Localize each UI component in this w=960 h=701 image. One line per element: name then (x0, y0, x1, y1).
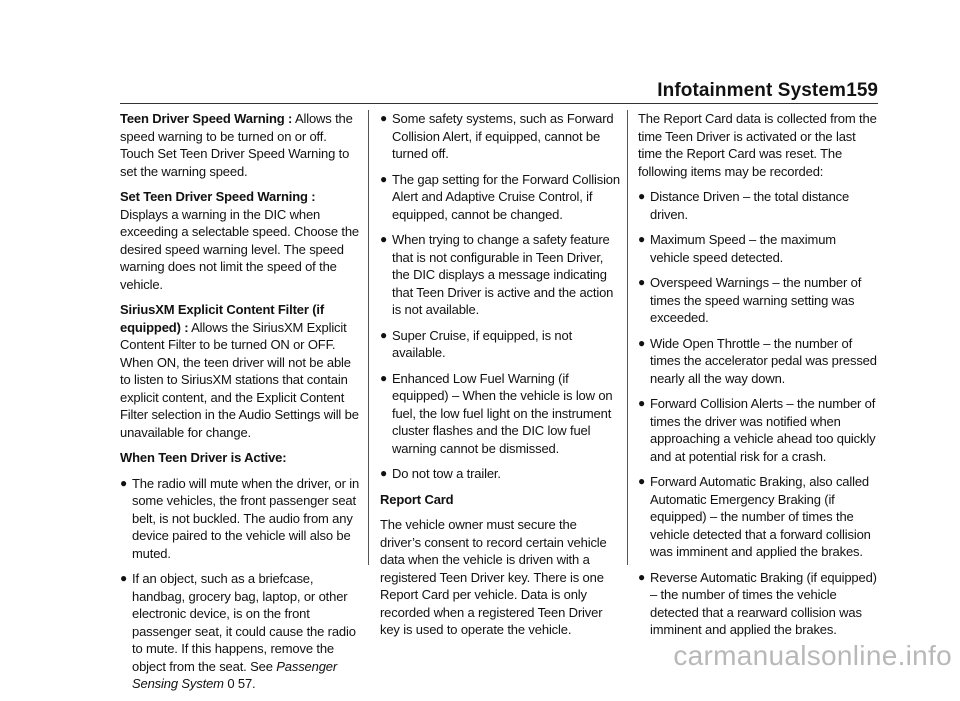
bullet-icon: ● (638, 189, 646, 203)
list-item-text: Distance Driven – the total distance driven. (650, 189, 850, 222)
bullet-icon: ● (638, 474, 646, 488)
column-2 (380, 110, 620, 647)
term-teen-driver-speed-warning: Teen Driver Speed Warning : (120, 111, 293, 126)
term-explicit-content-filter: SiriusXM Explicit Content Filter (if equipped) : (120, 302, 325, 335)
list-item (380, 110, 620, 163)
text-set-teen-driver-speed-warning: Displays a warning in the DIC when exceeding a selectable speed. Choose the desired speed warning level. The speed warning does not limit the speed of the vehicle. (120, 206, 360, 292)
list-item (120, 570, 360, 693)
list-item (638, 231, 878, 266)
bullet-icon: ● (380, 232, 388, 246)
header-rule (120, 103, 878, 104)
heading-report-card: Report Card (380, 491, 454, 507)
list-item (638, 395, 878, 465)
list-item (638, 569, 878, 639)
list-item-text: If an object, such as a briefcase, handbag, grocery bag, laptop, or other electronic device, is on the front passenger seat, it could cause the radio to mute. If this happens, remove the object from the seat. See (132, 571, 356, 674)
safety-bullet-list (380, 110, 620, 483)
list-item (380, 465, 620, 483)
list-item-text: The gap setting for the Forward Collision Alert and Adaptive Cruise Control, if equipped, cannot be changed. (392, 171, 620, 222)
list-item-text: Maximum Speed – the maximum vehicle speed detected. (650, 232, 836, 265)
page-number: 159 (846, 80, 878, 101)
column-divider (627, 110, 628, 565)
text-teen-driver-speed-warning: Allows the speed warning to be turned on or off. Touch Set Teen Driver Speed Warning to set the warning speed. (120, 111, 353, 179)
page-reference-icon: 0 (227, 676, 235, 691)
page-reference-number: 57. (237, 676, 256, 691)
cross-reference-link[interactable]: Passenger Sensing System (132, 658, 338, 691)
list-item (638, 473, 878, 561)
list-item-text: When trying to change a safety feature that is not configurable in Teen Driver, the DIC displays a message indicating that Teen Driver is active and the action is not available. (392, 232, 614, 317)
list-item-text: Reverse Automatic Braking (if equipped) – the number of times the vehicle detected that a rearward collision was imminent and applied the brakes. (650, 569, 877, 637)
section-title: Infotainment System (657, 80, 846, 101)
list-item-text: Super Cruise, if equipped, is not available. (392, 327, 573, 360)
paragraph-set-speed-warning (120, 188, 360, 293)
list-item (638, 274, 878, 327)
list-item-text: Some safety systems, such as Forward Collision Alert, if equipped, cannot be turned off. (392, 111, 614, 161)
heading-when-active: When Teen Driver is Active: (120, 450, 287, 465)
paragraph-report-card: The vehicle owner must secure the driver’s consent to record certain vehicle data when the vehicle is driven with a registered Teen Driver key. There is one Report Card per vehicle. Data is only recorded when a registered Teen Driver key is used to operate the vehicle. (380, 517, 607, 637)
active-bullet-list (120, 475, 360, 693)
list-item (380, 171, 620, 224)
watermark: carmanualsonline.info (673, 640, 952, 671)
paragraph-report-intro: The Report Card data is collected from the time Teen Driver is activated or the last time the Report Card was reset. The following items may be recorded: (638, 111, 877, 179)
bullet-icon: ● (638, 335, 646, 350)
bullet-icon: ● (638, 275, 646, 289)
page-header (0, 0, 960, 104)
paragraph-speed-warning (120, 110, 360, 180)
text-explicit-content-filter: Allows the SiriusXM Explicit Content Filter to be turned ON or OFF. When ON, the teen driver will not be able to listen to SiriusXM stations that contain explicit content, and the Explicit Content Filter selection in the Audio Settings will be unavailable for change. (120, 319, 359, 440)
bullet-icon: ● (120, 475, 128, 490)
list-item (638, 335, 878, 388)
list-item (380, 231, 620, 319)
list-item-text: The radio will mute when the driver, or in some vehicles, the front passenger seat belt, is not buckled. The audio from any device paired to the vehicle will also be muted. (132, 475, 360, 561)
bullet-icon: ● (638, 396, 646, 410)
bullet-icon: ● (380, 466, 388, 480)
list-item-text: Do not tow a trailer. (392, 466, 501, 481)
bullet-icon: ● (380, 370, 388, 385)
paragraph-explicit-filter (120, 301, 360, 441)
bullet-icon: ● (380, 327, 388, 342)
report-bullet-list (638, 188, 878, 639)
list-item (120, 475, 360, 563)
list-item (380, 370, 620, 458)
bullet-icon: ● (638, 569, 646, 584)
list-item-text: Forward Collision Alerts – the number of times the driver was notified when approaching a vehicle ahead too quickly and at potential risk for a crash. (650, 396, 876, 464)
column-divider (368, 110, 369, 565)
column-3 (638, 110, 878, 647)
list-item-text: Forward Automatic Braking, also called Automatic Emergency Braking (if equipped) – the number of times the vehicle detected that a forward collision was imminent and applied the brakes. (650, 474, 871, 559)
bullet-icon: ● (380, 111, 388, 125)
bullet-icon: ● (380, 171, 388, 186)
list-item-text: Enhanced Low Fuel Warning (if equipped) – When the vehicle is low on fuel, the low fuel light on the instrument cluster flashes and the DIC low fuel warning cannot be dismissed. (392, 370, 613, 456)
bullet-icon: ● (638, 232, 646, 246)
list-item-text: Wide Open Throttle – the number of times the accelerator pedal was pressed nearly all the way down. (650, 335, 877, 386)
list-item-text: Overspeed Warnings – the number of times the speed warning setting was exceeded. (650, 275, 862, 325)
bullet-icon: ● (120, 571, 128, 585)
term-set-teen-driver-speed-warning: Set Teen Driver Speed Warning : (120, 189, 316, 204)
column-1 (120, 110, 360, 701)
list-item (380, 327, 620, 362)
list-item (638, 188, 878, 223)
